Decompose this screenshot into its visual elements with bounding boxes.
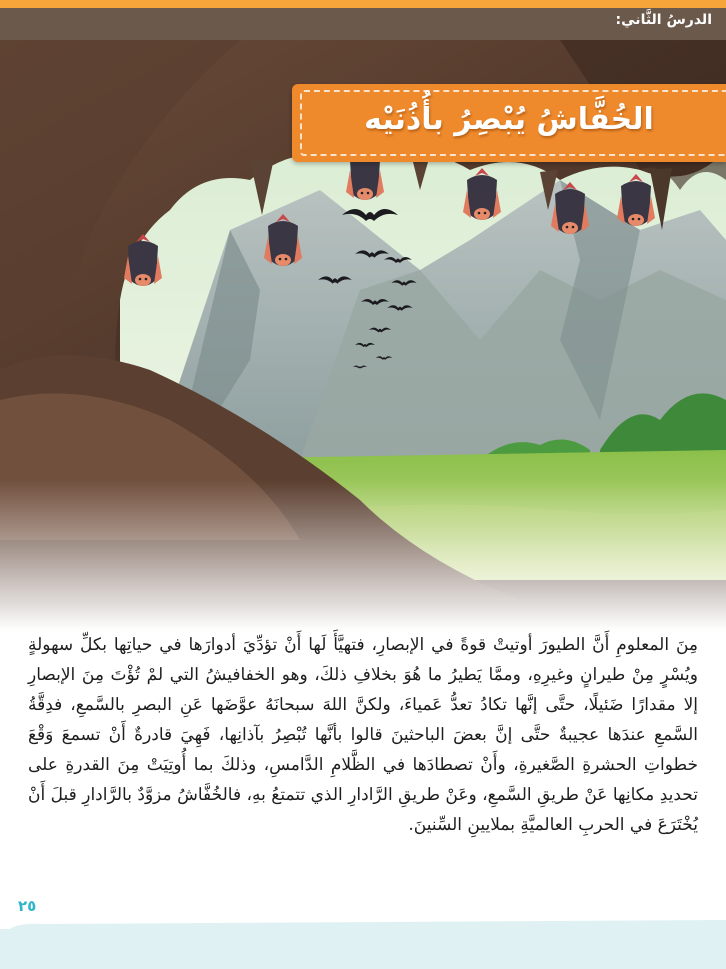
top-accent-strip [0,0,726,8]
lesson-label: الدرسُ الثَّاني: [615,12,712,28]
lesson-title: الخُفَّاشُ يُبْصِرُ بأُذُنَيْه [364,102,654,137]
body-paragraph: مِنَ المعلومِ أَنَّ الطيورَ أوتيتْ قوةً في الإبصارِ، فتهيَّأَ لَها أَنْ تؤدِّيَ أدوارَها في حياتِها بكلِّ سهولةٍ ويُسْرٍ مِنْ طيرانٍ وغيرِهِ، وممَّا يَطيرُ ما هُوَ بخلافِ ذلكَ، وهو الخفافيشُ التي لمْ تُؤْتَ مِنَ الإبصارِ إلا مقدارًا ضَئيلًا، حتَّى إنَّها تكادُ تعدُّ عَمياءَ، ولكنَّ اللهَ سبحانَهُ عوَّضَها عَنِ البصرِ بالسَّمعِ، فدِقَّةُ السَّمعِ عندَها عجيبةٌ حتَّى إنَّ بعضَ الباحثينَ قالوا بأنَّها تُبْصِرُ بآذانِها، فَهِيَ قادرةٌ أَنْ تسمعَ وَقْعَ خطواتِ الحشرةِ الصَّغيرةِ، وأَنْ تصطادَها في الظَّلامِ الدَّامسِ، وذلكَ بما أُوتِيَتْ مِنَ القدرةِ على تحديدِ مكانِها عَنْ طريقِ السَّمعِ، وعَنْ طريقِ الرَّادارِ الذي تتمتعُ بهِ، فالخُفَّاشُ مزوَّدٌ بالرَّادارِ قبلَ أَنْ يُخْتَرَعَ في الحربِ العالميَّةِ بملايينِ السِّنينَ. [28,635,698,835]
footer-band [0,929,726,969]
lesson-title-banner [292,84,726,162]
lesson-body [28,630,698,840]
page-number: ٢٥ [18,897,37,915]
